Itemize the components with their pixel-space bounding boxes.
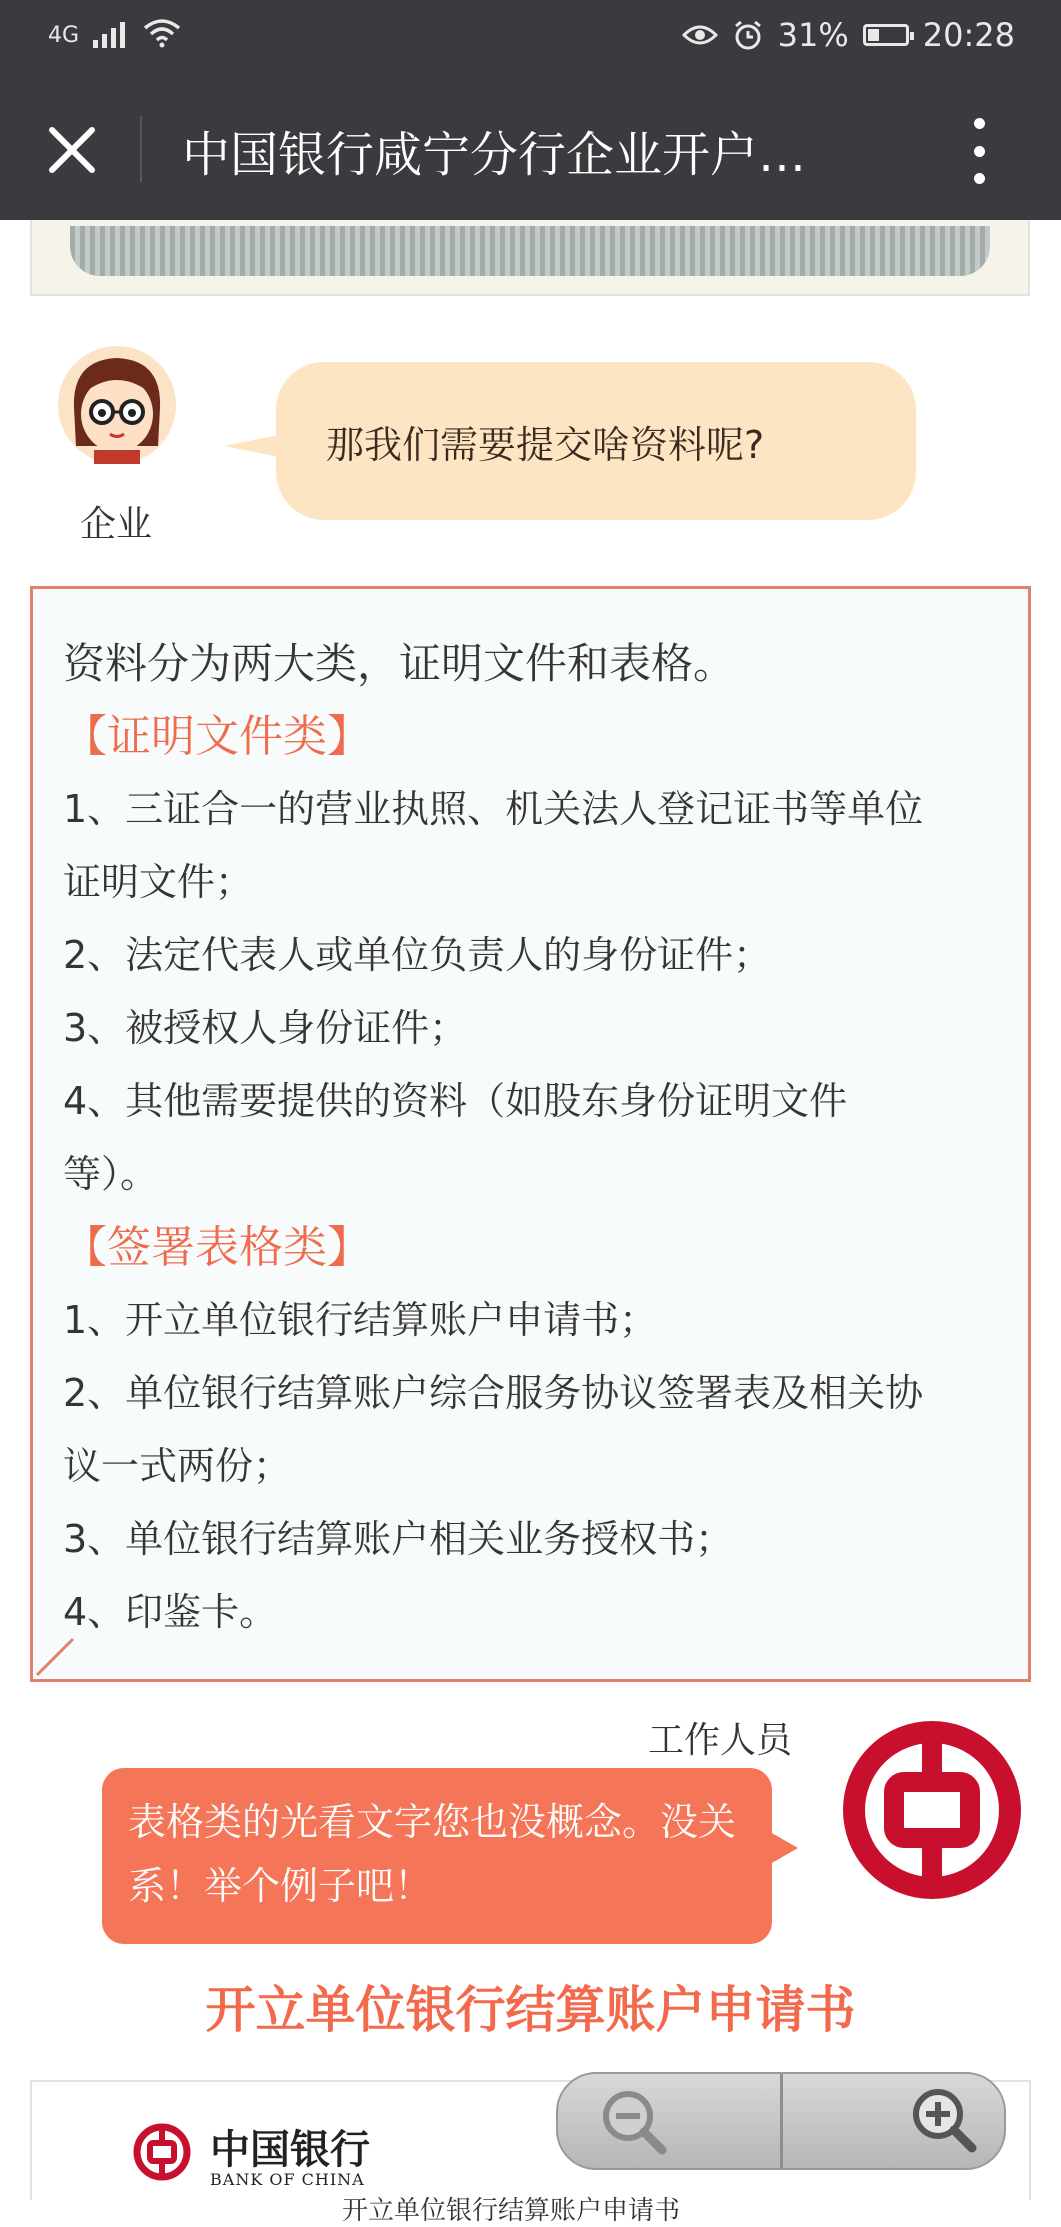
zoom-separator: [780, 2074, 783, 2168]
corner-decoration: [37, 1635, 77, 1675]
battery-icon: [863, 24, 909, 46]
certificate-image: [30, 220, 1030, 296]
requirements-list: [63, 627, 1003, 1649]
battery-percent: 31%: [777, 16, 849, 54]
requirements-item: 议一式两份；: [63, 1444, 292, 1488]
wifi-icon: [143, 18, 181, 48]
requirements-item: 4、其他需要提供的资料（如股东身份证明文件: [63, 1079, 848, 1123]
enterprise-label: 企业: [80, 504, 153, 545]
bank-of-china-small-logo-icon: [132, 2122, 192, 2182]
requirements-item: 1、三证合一的营业执照、机关法人登记证书等单位: [63, 787, 924, 831]
zoom-out-icon[interactable]: [598, 2086, 670, 2158]
requirements-items: [63, 700, 1003, 1649]
more-menu-icon[interactable]: [964, 118, 994, 184]
nav-bar: [0, 78, 1061, 220]
network-type: 4G: [48, 23, 80, 48]
zoom-in-icon[interactable]: [908, 2084, 980, 2156]
eye-icon: [682, 23, 718, 47]
certificate-border-pattern: [70, 226, 990, 276]
enterprise-question-text: 那我们需要提交啥资料呢?: [326, 423, 765, 467]
status-left: [48, 18, 181, 48]
requirements-item: 3、单位银行结算账户相关业务授权书；: [63, 1517, 734, 1561]
staff-label: 工作人员: [648, 1720, 793, 1761]
alarm-icon: [732, 19, 764, 51]
bank-name-en: BANK OF CHINA: [210, 2170, 365, 2189]
document-requirements-box: [30, 586, 1031, 1682]
requirements-category-heading: 【签署表格类】: [63, 1222, 371, 1273]
girl-cartoon-icon: [58, 346, 176, 464]
staff-reply-bubble: [102, 1768, 772, 1944]
requirements-item: 等）。: [63, 1152, 159, 1196]
staff-reply-text: 表格类的光看文字您也没概念。没关系！举个例子吧！: [128, 1800, 737, 1908]
status-bar: [0, 0, 1061, 78]
requirements-category-heading: 【证明文件类】: [63, 711, 371, 762]
requirements-item: 3、被授权人身份证件；: [63, 1006, 468, 1050]
status-right: [682, 16, 1015, 54]
page-title: 中国银行咸宁分行企业开户…: [182, 127, 807, 183]
requirements-item: 证明文件；: [63, 860, 254, 904]
enterprise-question-bubble: [276, 362, 916, 520]
zoom-control: [556, 2072, 1006, 2170]
requirements-intro: 资料分为两大类，证明文件和表格。: [63, 639, 736, 688]
example-section-title: 开立单位银行结算账户申请书: [205, 1981, 856, 2039]
signal-icon: [93, 20, 129, 48]
requirements-item: 2、单位银行结算账户综合服务协议签署表及相关协: [63, 1371, 924, 1415]
close-icon[interactable]: [42, 120, 102, 180]
enterprise-avatar: [58, 346, 176, 464]
requirements-item: 1、开立单位银行结算账户申请书；: [63, 1298, 658, 1342]
bank-name-cn: 中国银行: [210, 2126, 370, 2173]
nav-divider: [140, 116, 142, 182]
form-document-title: 开立单位银行结算账户申请书: [342, 2196, 681, 2226]
clock: 20:28: [922, 16, 1015, 54]
bank-of-china-logo-icon: [842, 1720, 1022, 1900]
requirements-item: 2、法定代表人或单位负责人的身份证件；: [63, 933, 772, 977]
requirements-item: 4、印鉴卡。: [63, 1590, 278, 1634]
